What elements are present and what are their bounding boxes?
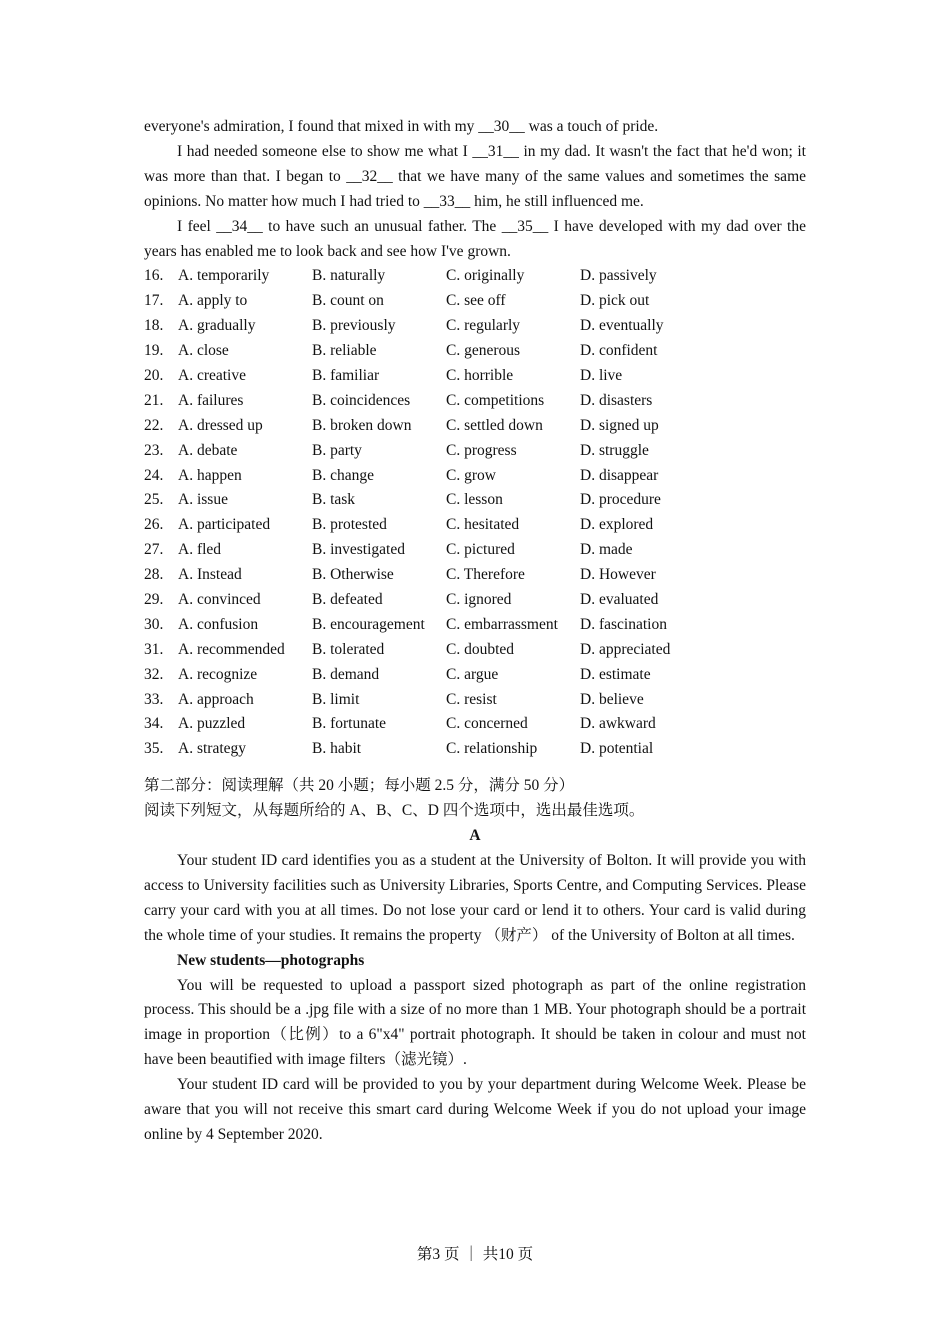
question-number: 20. [144, 367, 164, 384]
option-c: C. grow [446, 466, 496, 484]
option-b: B. defeated [312, 591, 383, 609]
option-b: B. coincidences [312, 391, 411, 409]
option-a: A. approach [178, 690, 254, 708]
option-a: A. debate [178, 441, 238, 459]
option-c: C. argue [446, 665, 499, 683]
question-number: 22. [144, 416, 164, 434]
option-row [144, 563, 806, 588]
option-d: D. confident [580, 342, 658, 360]
passage-label: A [469, 827, 481, 845]
option-b: B. party [312, 441, 362, 459]
option-c: C. generous [446, 342, 521, 360]
option-d: D. live [580, 367, 623, 384]
option-row [144, 389, 806, 414]
passage-paragraph-1: everyone's admiration, I found that mixed in with my __30__ was a touch of pride. [144, 118, 659, 135]
question-number: 24. [144, 466, 164, 484]
option-d: D. estimate [580, 665, 651, 683]
option-d: D. potential [580, 740, 654, 758]
option-b: B. broken down [312, 416, 412, 434]
option-row [144, 488, 806, 513]
option-row [144, 737, 806, 762]
option-d: D. appreciated [580, 640, 671, 658]
option-a: A. convinced [178, 591, 261, 609]
option-row [144, 264, 806, 289]
option-b: B. protested [312, 516, 387, 534]
option-a: A. temporarily [178, 267, 270, 285]
option-row [144, 663, 806, 688]
page-content [144, 115, 806, 1148]
option-c: C. hesitated [446, 516, 520, 534]
option-c: C. originally [446, 267, 525, 285]
option-row [144, 513, 806, 538]
option-b: B. investigated [312, 541, 405, 559]
reading-paragraph-3: Your student ID card will be provided to you by your department during Welcome Week. Please be aware that you will not receive this smart card during Welcome Week if you do not upload your image online by 4 September 2020. [144, 1076, 806, 1143]
option-row [144, 439, 806, 464]
option-c: C. resist [446, 690, 497, 708]
option-c: C. concerned [446, 715, 528, 733]
option-a: A. fled [178, 541, 222, 559]
question-number: 19. [144, 342, 164, 360]
option-row [144, 364, 806, 389]
option-c: C. see off [446, 292, 506, 310]
option-a: A. confusion [178, 615, 259, 633]
page-footer: 第3 页 ｜ 共10 页 [416, 1246, 534, 1263]
option-b: B. previously [312, 317, 396, 335]
option-b: B. task [312, 491, 356, 509]
option-b: B. demand [312, 665, 380, 683]
option-b: B. change [312, 466, 374, 484]
question-number: 17. [144, 292, 164, 310]
option-row [144, 339, 806, 364]
option-c: C. progress [446, 441, 517, 459]
question-number: 16. [144, 267, 164, 285]
options-list [144, 264, 806, 762]
option-c: C. pictured [446, 541, 515, 559]
option-b: B. tolerated [312, 640, 385, 658]
question-number: 18. [144, 317, 164, 335]
reading-paragraph-1: Your student ID card identifies you as a student at the University of Bolton. It will provide you with access to University facilities such as University Libraries, Sports Centre, and Computing Services. Please carry your card with you at all times. Do not lose your card or lend it to others. Your card is valid during the whole time of your studies. It remains the property （财产） of the University of Bolton at all times. [144, 851, 806, 944]
section-instruction: 阅读下列短文，从每题所给的 A、B、C、D 四个选项中，选出最佳选项。 [144, 802, 645, 820]
option-c: C. embarrassment [446, 615, 558, 633]
option-c: C. ignored [446, 591, 512, 609]
option-c: C. doubted [446, 640, 515, 658]
reading-subheading: New students—photographs [177, 951, 365, 969]
option-a: A. participated [178, 516, 271, 534]
section-heading: 第二部分：阅读理解（共 20 小题；每小题 2.5 分，满分 50 分） [144, 777, 575, 795]
question-number: 27. [144, 541, 164, 559]
option-a: A. issue [178, 491, 228, 509]
option-d: D. procedure [580, 491, 661, 509]
option-a: A. recommended [178, 640, 285, 658]
option-b: B. Otherwise [312, 566, 394, 584]
option-row [144, 464, 806, 489]
option-row [144, 613, 806, 638]
option-row [144, 638, 806, 663]
option-a: A. creative [178, 367, 246, 384]
option-d: D. struggle [580, 441, 649, 459]
option-a: A. recognize [178, 665, 258, 683]
option-row [144, 289, 806, 314]
option-d: D. eventually [580, 317, 664, 335]
option-d: D. believe [580, 690, 644, 708]
option-d: D. pick out [580, 292, 650, 310]
question-number: 31. [144, 640, 164, 658]
option-a: A. puzzled [178, 715, 246, 733]
option-row [144, 414, 806, 439]
option-b: B. encouragement [312, 615, 425, 633]
option-d: D. fascination [580, 615, 667, 633]
option-c: C. lesson [446, 491, 503, 509]
option-row [144, 688, 806, 713]
question-number: 26. [144, 516, 164, 534]
option-b: B. limit [312, 690, 360, 708]
question-number: 32. [144, 665, 164, 683]
question-number: 34. [144, 715, 164, 733]
option-d: D. passively [580, 267, 657, 285]
option-c: C. relationship [446, 740, 538, 758]
reading-paragraph-2: You will be requested to upload a passport sized photograph as part of the online registration process. This should be a .jpg file with a size of no more than 1 MB. Your photograph should be a portrait image in proportion（比例）to a 6"x4" portrait photograph. It should be taken in colour and must not have been beautified with image filters（滤光镜）. [144, 976, 806, 1069]
option-c: C. Therefore [446, 566, 525, 584]
question-number: 28. [144, 566, 164, 584]
option-row [144, 314, 806, 339]
option-d: D. explored [580, 516, 654, 534]
passage-paragraph-3: I feel __34__ to have such an unusual father. The __35__ I have developed with my dad over the years has enabled me to look back and see how I've grown. [144, 217, 806, 260]
option-c: C. settled down [446, 416, 543, 434]
option-row [144, 588, 806, 613]
option-a: A. close [178, 342, 229, 360]
option-a: A. apply to [178, 292, 248, 310]
option-b: B. reliable [312, 342, 377, 360]
option-d: D. disasters [580, 391, 653, 409]
question-number: 29. [144, 591, 164, 609]
question-number: 33. [144, 690, 164, 708]
option-d: D. However [580, 566, 656, 584]
option-d: D. made [580, 541, 633, 559]
option-c: C. competitions [446, 391, 545, 409]
option-d: D. disappear [580, 466, 659, 484]
option-c: C. regularly [446, 317, 521, 335]
question-number: 23. [144, 441, 164, 459]
option-a: A. strategy [178, 740, 247, 758]
option-a: A. happen [178, 466, 242, 484]
option-row [144, 712, 806, 737]
option-d: D. awkward [580, 715, 656, 733]
option-a: A. gradually [178, 317, 256, 335]
option-row [144, 538, 806, 563]
question-number: 25. [144, 491, 164, 509]
option-d: D. evaluated [580, 591, 659, 609]
option-b: B. fortunate [312, 715, 387, 733]
option-b: B. count on [312, 292, 384, 310]
option-a: A. failures [178, 391, 244, 409]
option-b: B. naturally [312, 267, 386, 285]
question-number: 30. [144, 615, 164, 633]
option-c: C. horrible [446, 367, 514, 384]
option-d: D. signed up [580, 416, 659, 434]
question-number: 21. [144, 391, 164, 409]
spacer [144, 762, 806, 774]
question-number: 35. [144, 740, 164, 758]
option-a: A. dressed up [178, 416, 263, 434]
option-a: A. Instead [178, 566, 242, 584]
passage-paragraph-2: I had needed someone else to show me what I __31__ in my dad. It wasn't the fact that he'd won; it was more than that. I began to __32__ that we have many of the same values and sometimes the same opinions. No matter how much I had tried to __33__ him, he still influenced me. [144, 142, 806, 210]
option-b: B. familiar [312, 367, 380, 384]
option-b: B. habit [312, 740, 362, 758]
